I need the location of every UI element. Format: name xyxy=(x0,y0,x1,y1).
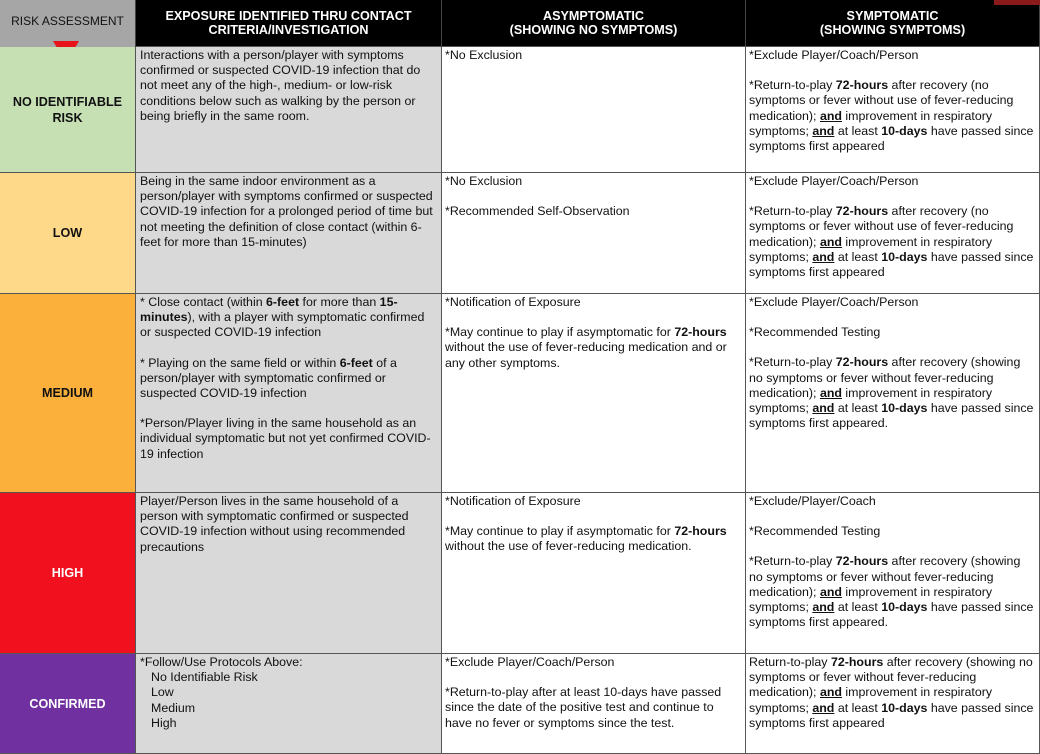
frag-and: and xyxy=(819,685,842,700)
asym-confirmed xyxy=(442,654,746,754)
exposure-medium-3: *Person/Player living in the same household as an individual symptomatic but not yet confirmed COVID-19 infection xyxy=(140,416,431,461)
frag-and: and xyxy=(812,700,835,715)
risk-label-confirmed xyxy=(0,654,136,754)
frag-bold: 6-feet xyxy=(266,295,300,309)
frag: * Close contact (within xyxy=(140,295,267,309)
asym-confirmed-1: *Exclude Player/Coach/Person xyxy=(445,655,615,669)
frag: at least xyxy=(834,600,882,615)
exposure-low xyxy=(136,173,442,294)
frag: at least xyxy=(834,401,882,416)
sym-low xyxy=(746,173,1040,294)
frag: improvement in respiratory symptoms; xyxy=(749,584,993,615)
risk-label-medium xyxy=(0,294,136,493)
exposure-low-text: Being in the same indoor environment as a person/player with symptoms confirmed or suspected COVID-19 infection for a prolonged period of time but not meeting the definition of close contact (within 6-feet for more than 15-minutes) xyxy=(140,174,433,249)
exposure-medium xyxy=(136,294,442,493)
asym-high-2 xyxy=(445,524,742,554)
sym-low-return xyxy=(749,204,1036,280)
frag: have passed since symptoms first appeared. xyxy=(749,401,1034,431)
risk-label-high-text: HIGH xyxy=(51,566,84,580)
frag: have passed since symptoms first appeared xyxy=(749,249,1034,280)
frag-bold: 72-hours xyxy=(835,355,889,370)
risk-label-high xyxy=(0,493,136,654)
frag: without the use of fever-reducing medication and or any other symptoms. xyxy=(445,340,727,370)
frag-bold: 10-days xyxy=(881,401,928,416)
frag: after recovery (no symptoms or fever without use of fever-reducing medication); xyxy=(749,204,1014,249)
protocol-item: Low xyxy=(151,685,174,700)
corner-accent xyxy=(994,0,1040,5)
frag: Return-to-play xyxy=(749,655,831,669)
frag-bold: 72-hours xyxy=(835,78,889,93)
frag: *Return-to-play xyxy=(749,355,836,370)
frag-bold: 72-hours xyxy=(835,554,889,569)
frag-and: and xyxy=(819,234,842,249)
frag: after recovery xyxy=(883,655,963,669)
frag-bold: 10-days xyxy=(881,249,928,264)
frag: improvement in respiratory symptoms; xyxy=(749,385,993,416)
frag: for more than xyxy=(299,295,380,309)
asym-low xyxy=(442,173,746,294)
exposure-high-text: Player/Person lives in the same household of a person with symptomatic confirmed or suspected COVID-19 infection without using recommended precautions xyxy=(140,494,409,554)
header-risk-assessment xyxy=(0,0,136,47)
frag: *May continue to play if asymptomatic for xyxy=(445,325,675,340)
exposure-none xyxy=(136,47,442,173)
sym-high-exclude: *Exclude/Player/Coach xyxy=(749,494,876,508)
exposure-high xyxy=(136,493,442,654)
frag: of a person/player with symptomatic confirmed or suspected COVID-19 infection xyxy=(140,355,397,401)
asym-medium-1: *Notification of Exposure xyxy=(445,295,581,309)
exposure-confirmed xyxy=(136,654,442,754)
header-asymptomatic xyxy=(442,0,746,47)
exposure-medium-2 xyxy=(140,356,437,402)
sym-low-exclude: *Exclude Player/Coach/Person xyxy=(749,174,919,188)
asym-high xyxy=(442,493,746,654)
frag: after recovery xyxy=(888,554,968,569)
header-exposure-text: EXPOSURE IDENTIFIED THRU CONTACT CRITERIA/INVESTIGATION xyxy=(165,9,412,37)
frag-and: and xyxy=(819,584,842,599)
risk-label-low-text: LOW xyxy=(52,226,83,240)
protocol-item: No Identifiable Risk xyxy=(151,670,258,685)
asym-medium-2 xyxy=(445,325,742,371)
frag: *May continue to play if asymptomatic for xyxy=(445,524,675,539)
frag: ), with a player with symptomatic confirmed or suspected COVID-19 infection xyxy=(140,310,425,340)
risk-label-none xyxy=(0,47,136,173)
frag: at least xyxy=(834,700,882,715)
header-symptomatic xyxy=(746,0,1040,47)
header-risk-text: RISK ASSESSMENT xyxy=(11,14,124,28)
frag-bold: 15-minutes xyxy=(140,295,398,325)
frag-and: and xyxy=(812,249,835,264)
asym-none-text: *No Exclusion xyxy=(445,48,523,62)
asym-high-1: *Notification of Exposure xyxy=(445,494,581,508)
frag: improvement in respiratory symptoms; xyxy=(749,108,993,138)
sym-high-return xyxy=(749,554,1036,630)
sym-medium-exclude: *Exclude Player/Coach/Person xyxy=(749,295,919,309)
frag: *Return-to-play xyxy=(749,554,836,569)
sym-medium xyxy=(746,294,1040,493)
asym-low-1: *No Exclusion xyxy=(445,174,523,188)
frag-bold: 72-hours xyxy=(674,325,727,340)
frag-bold: 6-feet xyxy=(339,355,373,370)
sym-none-return xyxy=(749,78,1036,154)
frag: have passed since symptoms first appeared. xyxy=(749,600,1034,630)
risk-label-confirmed-text: CONFIRMED xyxy=(29,696,106,711)
exposure-medium-1 xyxy=(140,295,437,341)
protocol-item: High xyxy=(151,715,177,730)
asym-confirmed-2: *Return-to-play after at least 10-days have passed since the date of the positive test and continue to have no fever or symptoms since the test. xyxy=(445,685,722,730)
asym-none xyxy=(442,47,746,173)
frag: at least xyxy=(834,123,882,138)
sym-medium-testing: *Recommended Testing xyxy=(749,325,881,340)
frag-bold: 10-days xyxy=(881,700,928,715)
frag: have passed since symptoms first appeared xyxy=(749,123,1034,154)
frag: after recovery xyxy=(888,355,968,370)
sym-confirmed xyxy=(746,654,1040,754)
frag: at least xyxy=(834,249,882,264)
frag: *Return-to-play xyxy=(749,204,836,219)
sym-none xyxy=(746,47,1040,173)
exposure-none-text: Interactions with a person/player with symptoms confirmed or suspected COVID-19 infection that do not meet any of the high-, medium- or low-risk conditions below such as walking by the person or being briefly in the same room. xyxy=(140,48,421,123)
frag-bold: 72-hours xyxy=(674,524,727,539)
frag-and: and xyxy=(812,401,835,416)
asym-low-2: *Recommended Self-Observation xyxy=(445,204,630,219)
frag: improvement in respiratory symptoms; xyxy=(749,685,993,715)
frag-bold: 72-hours xyxy=(830,655,884,669)
header-asym-line2: (SHOWING NO SYMPTOMS) xyxy=(509,23,678,37)
sym-high-testing: *Recommended Testing xyxy=(749,524,881,539)
sym-none-exclude: *Exclude Player/Coach/Person xyxy=(749,48,919,62)
frag: (showing no symptoms or fever without fever-reducing medication); xyxy=(749,655,1033,700)
header-exposure xyxy=(136,0,442,47)
frag-bold: 10-days xyxy=(881,600,928,615)
frag: (showing no symptoms or fever without fever-reducing medication); xyxy=(749,355,1021,400)
risk-label-none-text: NO IDENTIFIABLE RISK xyxy=(12,94,123,125)
frag: improvement in respiratory symptoms; xyxy=(749,234,993,264)
frag-bold: 10-days xyxy=(881,123,928,138)
header-sym-line2: (SHOWING SYMPTOMS) xyxy=(819,23,966,37)
protocol-item: Medium xyxy=(151,700,196,715)
sym-high xyxy=(746,493,1040,654)
asym-medium xyxy=(442,294,746,493)
frag: without the use of fever-reducing medication. xyxy=(445,539,692,554)
risk-label-medium-text: MEDIUM xyxy=(41,386,94,400)
sym-confirmed-return xyxy=(749,655,1036,731)
down-arrow-icon xyxy=(53,41,79,47)
exposure-confirmed-head: *Follow/Use Protocols Above: xyxy=(140,655,303,669)
frag: * Playing on the same field or within xyxy=(140,355,340,370)
frag-bold: 72-hours xyxy=(835,204,889,219)
frag-and: and xyxy=(819,108,842,123)
frag-and: and xyxy=(819,385,842,400)
frag: after recovery (no symptoms or fever without use of fever-reducing medication); xyxy=(749,78,1014,123)
frag: *Return-to-play xyxy=(749,78,836,93)
header-asym-line1: ASYMPTOMATIC xyxy=(543,9,644,23)
frag: (showing no symptoms or fever without fever-reducing medication); xyxy=(749,554,1021,599)
sym-medium-return xyxy=(749,355,1036,431)
header-sym-line1: SYMPTOMATIC xyxy=(846,9,939,23)
frag: have passed since symptoms first appeared xyxy=(749,700,1034,730)
risk-label-low xyxy=(0,173,136,294)
frag-and: and xyxy=(812,123,835,138)
frag-and: and xyxy=(812,600,835,615)
